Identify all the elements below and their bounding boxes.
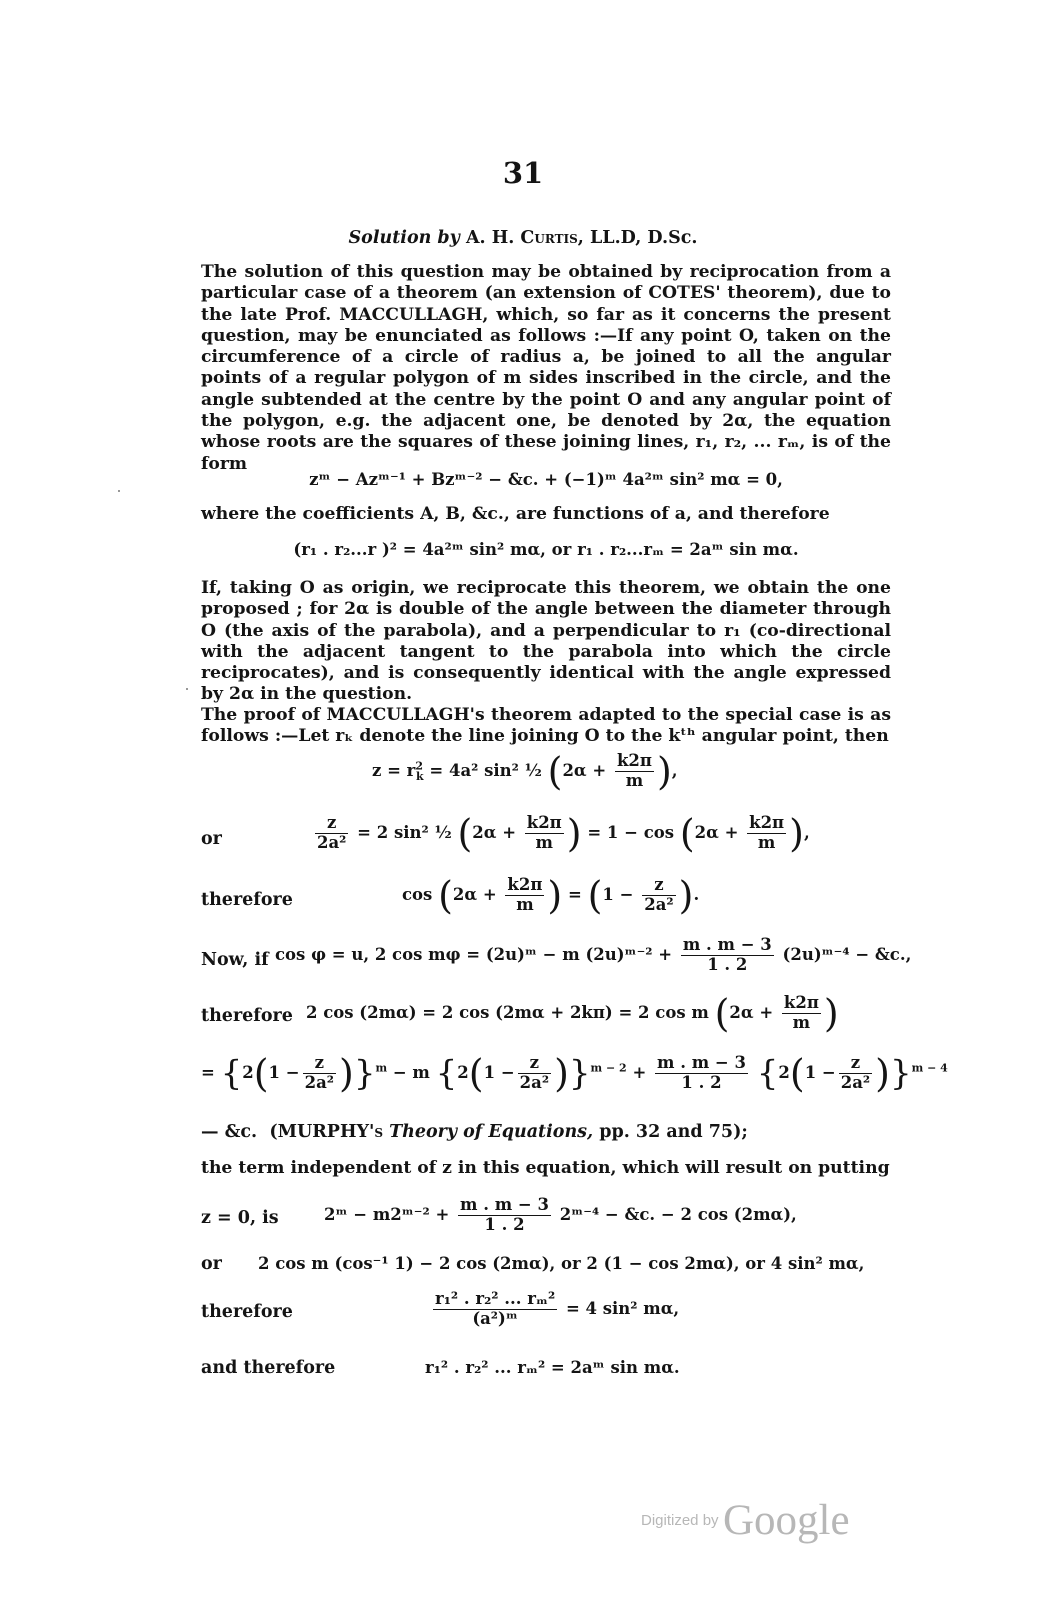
equation-sin-squared: 2 cos m (cos⁻¹ 1) − 2 cos (2mα), or 2 (1 − cos 2mα), or 4 sin² mα, (258, 1254, 865, 1273)
murphy-reference: — &c. (MURPHY's Theory of Equations, pp. 32 and 75); (201, 1122, 748, 1142)
label-and-therefore: and therefore (201, 1358, 336, 1378)
heading-degrees: LL.D, D.Sc. (589, 228, 698, 248)
paragraph-proof: The proof of MACCULLAGH's theorem adapted to the special case is as follows :—Let rₖ denote the line joining O to the kᵗʰ angular point, then (201, 705, 891, 747)
paragraph-reciprocate: If, taking O as origin, we reciprocate this theorem, we obtain the one proposed ; for 2α is double of the angle between the diameter through O (the axis of the parabola), and a perpendicular to r₁ (co-directional with the adjacent tangent to the parabola into which the circle reciprocates), and is consequently identical with the angle expressed by 2α in the question. (201, 578, 891, 705)
label-therefore: therefore (201, 890, 293, 910)
solution-heading (0, 228, 1046, 248)
scan-speck (186, 688, 188, 690)
equation-cos-expansion: cos φ = u, 2 cos mφ = (2u)ᵐ − m (2u)ᵐ⁻² + $\frac{m . m - 3}{1 . 2}$ (2u)ᵐ⁻⁴ − &c., (275, 935, 912, 974)
paragraph-intro: The solution of this question may be obtained by reciprocation from a particular case of a theorem (an extension of COTES' theorem), due to the late Prof. MACCULLAGH, which, so far as it concerns the present question, may be enunciated as follows :—If any point O, taken on the circumference of a circle of radius a, be joined to all the angular points of a regular polygon of m sides inscribed in the circle, and the angle subtended at the centre by the point O and any angular point of the polygon, e.g. the adjacent one, be denoted by 2α, the equation whose roots are the squares of these joining lines, r₁, r₂, ... rₘ, is of the form (201, 262, 891, 474)
equation-cos-identity: cos (2α + $\frac{k2\pi}{m}$ ) = (1 − $\frac{z}{\text{2a²}}$ ). (402, 873, 700, 918)
label-z-equals-zero: z = 0, is (201, 1208, 279, 1228)
label-now-if: Now, if (201, 950, 269, 970)
label-therefore-2: therefore (201, 1006, 293, 1026)
label-or: or (201, 829, 222, 849)
equation-cosine-form: $\frac{z}{\text{2a²}}$ = 2 sin² ½ (2α + $\frac{k2\pi}{m}$ ) = 1 − cos (2α + $\frac{k2\pi}{m}$ ), (317, 811, 810, 856)
equation-constant-term: 2ᵐ − m2ᵐ⁻² + $\frac{m . m - 3}{1 . 2}$ 2ᵐ⁻⁴ − &c. − 2 cos (2mα), (324, 1195, 797, 1234)
label-therefore-3: therefore (201, 1302, 293, 1322)
equation-brace-expansion: = {2(1 − $\frac{z}{\text{2a²}}$ )}$^m$ − m {2(1 − $\frac{z}{\text{2a²}}$ )}$^{m - 2}$ + $\frac{m . m - 3}{1 . 2}$ {2(1 − $\frac{z}{\text{2a²}}$ )}$^{m - 4}$ (201, 1051, 948, 1096)
equation-final-result: r₁² . r₂² ... rₘ² = 2aᵐ sin mα. (425, 1358, 680, 1377)
heading-prefix: Solution by (348, 228, 460, 248)
label-or-2: or (201, 1254, 222, 1274)
paragraph-coefficients: where the coefficients A, B, &c., are functions of a, and therefore (201, 504, 830, 524)
heading-author: A. H. Curtis, (465, 228, 584, 248)
equation-polynomial: zᵐ − Azᵐ⁻¹ + Bzᵐ⁻² − &c. + (−1)ᵐ 4a²ᵐ sin² mα = 0, (309, 470, 783, 489)
equation-rk-squared: $z = r^2_k = 4a^2$ sin² ½ (2α + $\frac{k2\pi}{m}$ ), (372, 749, 678, 794)
scan-speck (118, 490, 120, 492)
google-logo: Google (723, 1497, 850, 1544)
fraction: $\frac{k2\pi}{m}$ (616, 751, 652, 790)
digitized-watermark: Digitized by Google (641, 1497, 850, 1544)
equation-product: (r₁ . r₂...r )² = 4a²ᵐ sin² mα, or r₁ . r₂...rₘ = 2aᵐ sin mα. (293, 540, 799, 559)
page-number: 31 (502, 156, 544, 190)
equation-cos-2m-alpha: 2 cos (2mα) = 2 cos (2mα + 2kπ) = 2 cos m (2α + $\frac{k2\pi}{m}$ ) (306, 991, 839, 1036)
paragraph-term-independent: the term independent of z in this equation, which will result on putting (201, 1158, 890, 1178)
equation-product-ratio: $\frac{\text{r₁² . r₂² ... rₘ²}}{\text{(a²)ᵐ}}$ = 4 sin² mα, (435, 1289, 680, 1328)
